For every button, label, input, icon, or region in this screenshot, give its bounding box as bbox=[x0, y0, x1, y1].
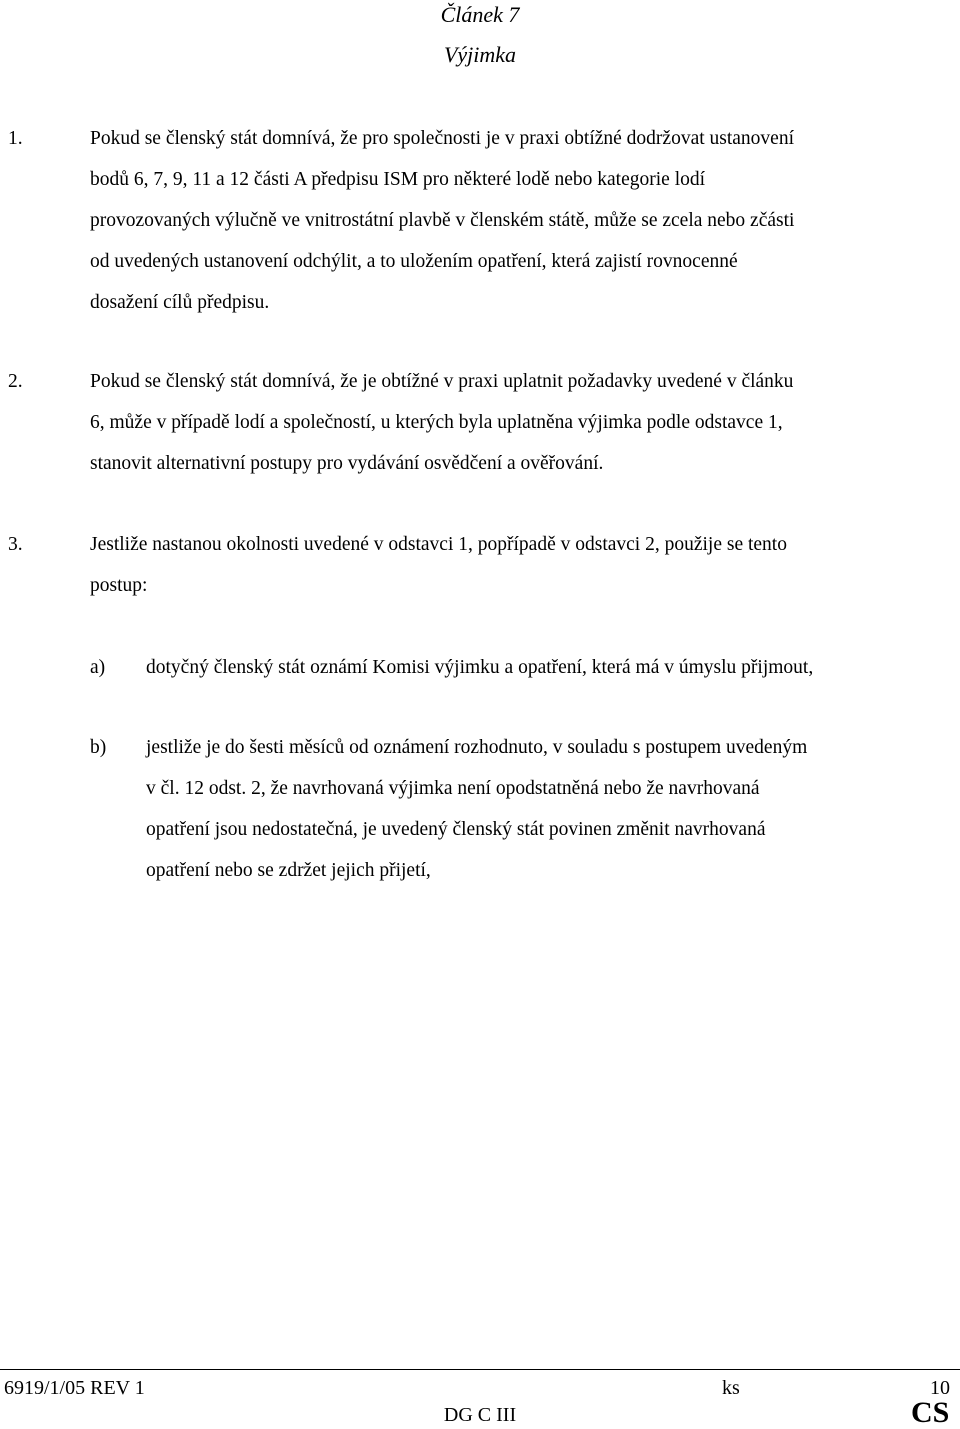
page-number: 10 bbox=[930, 1377, 950, 1399]
paragraph-line: od uvedených ustanovení odchýlit, a to uložením opatření, která zajistí rovnocenné bbox=[90, 251, 738, 272]
paragraph-line: postup: bbox=[90, 575, 148, 596]
subpoint-line: opatření jsou nedostatečná, je uvedený členský stát povinen změnit navrhovaná bbox=[146, 819, 766, 840]
department-code: DG C III bbox=[443, 1404, 517, 1426]
language-code: CS bbox=[911, 1396, 950, 1429]
paragraph-2-text bbox=[90, 361, 952, 484]
paragraph-line: Jestliže nastanou okolnosti uvedené v odstavci 1, popřípadě v odstavci 2, použije se tento bbox=[90, 534, 787, 555]
subpoint-line: opatření nebo se zdržet jejich přijetí, bbox=[146, 860, 431, 881]
paragraph-line: 6, může v případě lodí a společností, u kterých byla uplatněna výjimka podle odstavce 1, bbox=[90, 412, 783, 433]
paragraph-3-text bbox=[90, 524, 952, 606]
subpoint-line: dotyčný členský stát oznámí Komisi výjimku a opatření, která má v úmyslu přijmout, bbox=[146, 657, 814, 678]
subpoint-a-text bbox=[146, 647, 956, 688]
paragraph-1-number: 1. bbox=[8, 128, 23, 149]
subpoint-line: v čl. 12 odst. 2, že navrhovaná výjimka není opodstatněná nebo že navrhovaná bbox=[146, 778, 760, 799]
paragraph-line: stanovit alternativní postupy pro vydávání osvědčení a ověřování. bbox=[90, 453, 604, 474]
author-initials: ks bbox=[722, 1377, 740, 1399]
subpoint-b-text bbox=[146, 727, 956, 891]
footer-divider bbox=[0, 1369, 960, 1370]
subpoint-line: jestliže je do šesti měsíců od oznámení rozhodnuto, v souladu s postupem uvedeným bbox=[146, 737, 808, 758]
paragraph-3-number: 3. bbox=[8, 534, 23, 555]
paragraph-line: Pokud se členský stát domnívá, že pro společnosti je v praxi obtížné dodržovat ustanovení bbox=[90, 128, 795, 149]
paragraph-line: Pokud se členský stát domnívá, že je obtížné v praxi uplatnit požadavky uvedené v článku bbox=[90, 371, 794, 392]
subpoint-a-label: a) bbox=[90, 657, 106, 678]
paragraph-2-number: 2. bbox=[8, 371, 23, 392]
paragraph-line: provozovaných výlučně ve vnitrostátní plavbě v členském státě, může se zcela nebo zčásti bbox=[90, 210, 795, 231]
document-reference: 6919/1/05 REV 1 bbox=[4, 1377, 145, 1399]
article-title: Článek 7 bbox=[440, 2, 520, 27]
paragraph-1-text bbox=[90, 118, 952, 323]
paragraph-line: bodů 6, 7, 9, 11 a 12 části A předpisu ISM pro některé lodě nebo kategorie lodí bbox=[90, 169, 706, 190]
paragraph-line: dosažení cílů předpisu. bbox=[90, 292, 270, 313]
subpoint-b-label: b) bbox=[90, 737, 107, 758]
article-subtitle: Výjimka bbox=[443, 42, 517, 67]
